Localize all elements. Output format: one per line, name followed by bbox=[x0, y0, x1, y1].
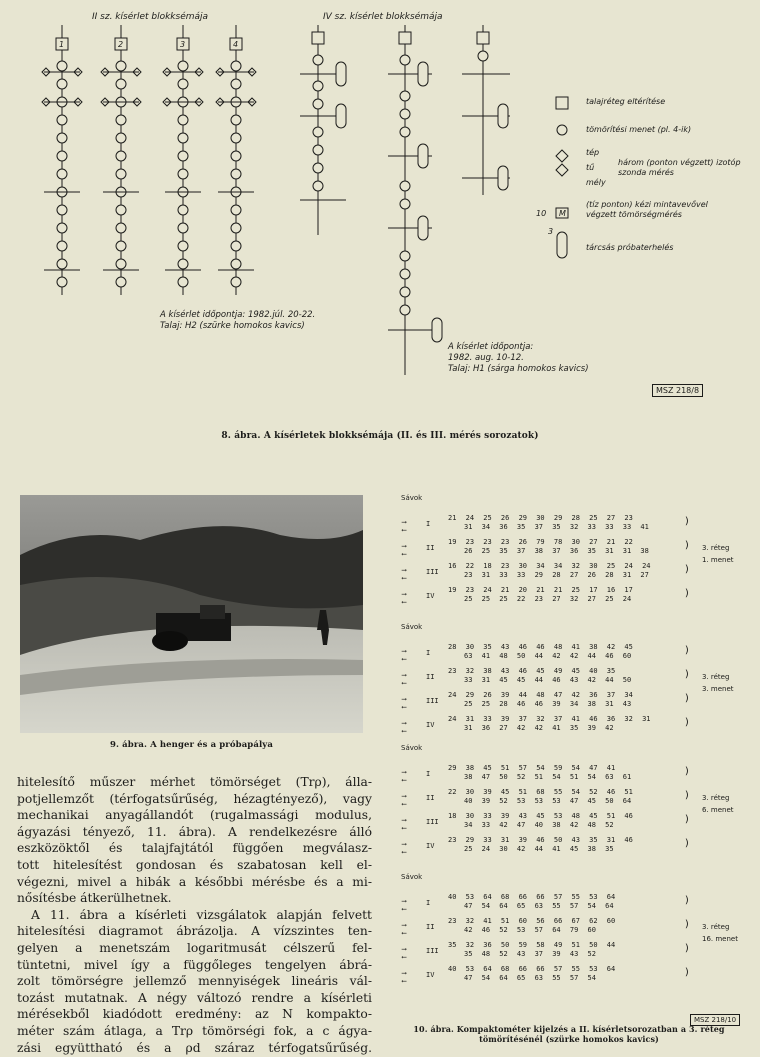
reading-row-bottom: 40 39 52 53 53 53 47 45 50 64 bbox=[464, 797, 632, 805]
reading-row-bottom: 23 31 33 33 29 28 27 26 28 31 27 bbox=[464, 571, 649, 579]
note-left-date: A kísérlet időpontja: 1982.júl. 20-22. bbox=[160, 310, 316, 320]
body-line: eszközöktől és talajfajtától függően megválasz- bbox=[17, 841, 372, 856]
legend-top: tép bbox=[586, 148, 600, 157]
fig8-column-A bbox=[300, 25, 346, 235]
reading-row-top: 22 30 39 45 51 68 55 54 52 46 51 bbox=[448, 788, 633, 796]
reading-row-top: 16 22 18 23 30 34 34 32 30 25 24 24 bbox=[448, 562, 651, 570]
fig8-note-left bbox=[160, 310, 315, 332]
body-line: végezni, mivel a hibák a későbbi mérésbe és a mi- bbox=[17, 874, 372, 889]
lane-label: III bbox=[426, 697, 439, 705]
reading-row-top: 40 53 64 68 66 66 57 55 53 64 bbox=[448, 893, 616, 901]
lane-label: IV bbox=[426, 592, 435, 600]
lane-label: I bbox=[426, 899, 431, 907]
turn-arrow-icon: ) bbox=[684, 967, 691, 978]
direction-arrow-icon: ⟶ bbox=[402, 590, 407, 598]
direction-arrow-icon: ⟵ bbox=[402, 929, 407, 937]
direction-arrow-icon: ⟵ bbox=[402, 800, 407, 808]
fig8-legend-symbols bbox=[556, 97, 568, 258]
body-text bbox=[17, 774, 372, 1056]
savok-label: Sávok bbox=[401, 623, 423, 631]
direction-arrow-icon: ⟵ bbox=[402, 550, 407, 558]
fig10-caption-line2: tömörítésénél (szürke homokos kavics) bbox=[479, 1034, 659, 1044]
reading-row-top: 35 32 36 50 59 58 49 51 50 44 bbox=[448, 941, 616, 949]
fig8-caption: 8. ábra. A kísérletek blokksémája (II. és III. mérés sorozatok) bbox=[221, 431, 539, 441]
body-line: A 11. ábra a kísérleti vizsgálatok alapján felvett bbox=[31, 907, 372, 922]
direction-arrow-icon: ⟵ bbox=[402, 848, 407, 856]
reading-row-bottom: 25 25 28 46 46 39 34 38 31 43 bbox=[464, 700, 632, 708]
pass-label: 3. menet bbox=[702, 685, 734, 693]
fig8-column-2 bbox=[101, 25, 141, 295]
turn-arrow-icon: ) bbox=[684, 669, 691, 680]
turn-arrow-icon: ) bbox=[684, 919, 691, 930]
reading-row-bottom: 26 25 35 37 38 37 36 35 31 31 38 bbox=[464, 547, 649, 555]
direction-arrow-icon: ⟶ bbox=[402, 945, 407, 953]
col-label-3: 3 bbox=[180, 40, 186, 49]
fig10-caption bbox=[378, 1024, 760, 1044]
reading-row-bottom: 35 48 52 43 37 39 43 52 bbox=[464, 950, 596, 958]
direction-arrow-icon: ⟵ bbox=[402, 977, 407, 985]
savok-label: Sávok bbox=[401, 494, 423, 502]
body-line: ágyazási tényező, 11. ábra). A rendelkezésre álló bbox=[17, 824, 372, 839]
direction-arrow-icon: ⟵ bbox=[402, 727, 407, 735]
direction-arrow-icon: ⟶ bbox=[402, 719, 407, 727]
body-line: tozást mutatnak. A négy változó rendre a kísérleti bbox=[17, 990, 372, 1005]
lane-label: I bbox=[426, 770, 431, 778]
direction-arrow-icon: ⟵ bbox=[402, 776, 407, 784]
reading-row-bottom: 33 31 45 45 44 46 43 42 44 50 bbox=[464, 676, 632, 684]
direction-arrow-icon: ⟶ bbox=[402, 671, 407, 679]
direction-arrow-icon: ⟶ bbox=[402, 792, 407, 800]
reading-row-bottom: 25 25 25 22 23 27 32 27 25 24 bbox=[464, 595, 632, 603]
reading-row-top: 21 24 25 26 29 30 29 28 25 27 23 bbox=[448, 514, 633, 522]
direction-arrow-icon: ⟵ bbox=[402, 824, 407, 832]
reading-row-bottom: 31 34 36 35 37 35 32 33 33 33 41 bbox=[464, 523, 649, 531]
lane-label: I bbox=[426, 520, 431, 528]
reading-row-top: 19 23 23 23 26 79 78 30 27 21 22 bbox=[448, 538, 633, 546]
body-line: hitelesítési diagramot ábrázolja. A vízszintes ten- bbox=[17, 924, 372, 939]
direction-arrow-icon: ⟵ bbox=[402, 905, 407, 913]
legend-manual-box: M bbox=[559, 209, 566, 218]
direction-arrow-icon: ⟶ bbox=[402, 566, 407, 574]
reading-row-top: 23 32 38 43 46 45 49 45 40 35 bbox=[448, 667, 616, 675]
reading-row-bottom: 31 36 27 42 42 41 35 39 42 bbox=[464, 724, 614, 732]
lane-label: III bbox=[426, 947, 439, 955]
legend-plate: tárcsás próbaterhelés bbox=[586, 243, 674, 252]
col-label-2: 2 bbox=[118, 40, 124, 49]
legend-deep: mély bbox=[586, 178, 606, 187]
fig8-column-1 bbox=[42, 25, 82, 295]
direction-arrow-icon: ⟵ bbox=[402, 598, 407, 606]
lane-label: IV bbox=[426, 842, 435, 850]
fig8-title-left: II sz. kísérlet blokksémája bbox=[92, 12, 209, 22]
direction-arrow-icon: ⟶ bbox=[402, 921, 407, 929]
direction-arrow-icon: ⟶ bbox=[402, 647, 407, 655]
savok-label: Sávok bbox=[401, 873, 423, 881]
fig8-column-B bbox=[388, 25, 442, 375]
roller-photo bbox=[20, 495, 363, 733]
legend-isotope: három (ponton végzett) izotóp szonda mérés bbox=[618, 158, 741, 177]
fig8-note-right bbox=[448, 342, 589, 375]
turn-arrow-icon: ) bbox=[684, 814, 691, 825]
legend-soil-removal: talajréteg eltérítése bbox=[586, 97, 666, 106]
layer-label: 3. réteg bbox=[702, 923, 730, 931]
reading-row-top: 23 29 33 31 39 46 50 43 35 31 46 bbox=[448, 836, 633, 844]
savok-label: Sávok bbox=[401, 744, 423, 752]
reading-row-top: 19 23 24 21 20 21 21 25 17 16 17 bbox=[448, 586, 633, 594]
direction-arrow-icon: ⟵ bbox=[402, 679, 407, 687]
direction-arrow-icon: ⟶ bbox=[402, 897, 407, 905]
legend-compaction-pass: tömörítési menet (pl. 4-ik) bbox=[586, 125, 692, 134]
body-line: méter szám átlaga, a Trρ tömörségi fok, a c ágya- bbox=[17, 1023, 372, 1038]
lane-label: III bbox=[426, 568, 439, 576]
reading-row-bottom: 25 24 30 42 44 41 45 38 35 bbox=[464, 845, 614, 853]
note-right-soil: Talaj: H1 (sárga homokos kavics) bbox=[448, 364, 589, 374]
note-left-soil: Talaj: H2 (szürke homokos kavics) bbox=[160, 321, 305, 331]
fig10-stamp: MSZ 218/10 bbox=[690, 1014, 740, 1026]
lane-label: II bbox=[426, 673, 435, 681]
reading-row-bottom: 47 54 64 65 63 55 57 54 64 bbox=[464, 902, 614, 910]
lane-label: IV bbox=[426, 971, 435, 979]
turn-arrow-icon: ) bbox=[684, 516, 691, 527]
pass-label: 1. menet bbox=[702, 556, 734, 564]
fig8-column-4 bbox=[216, 25, 256, 295]
direction-arrow-icon: ⟶ bbox=[402, 816, 407, 824]
body-line: zolt tömörségre jellemző mennyiségek lineáris vál- bbox=[17, 974, 372, 989]
direction-arrow-icon: ⟶ bbox=[402, 969, 407, 977]
turn-arrow-icon: ) bbox=[684, 895, 691, 906]
legend-plate-num: 3 bbox=[548, 227, 554, 236]
reading-row-bottom: 42 46 52 53 57 64 79 60 bbox=[464, 926, 596, 934]
body-line: tüntetni, mivel így a függőleges tengelyen ábrá- bbox=[17, 957, 372, 972]
legend-manual: (tíz ponton) kézi mintavevővel végzett tömörségmérés bbox=[586, 200, 708, 219]
note-right-date: 1982. aug. 10-12. bbox=[448, 353, 524, 363]
lane-label: III bbox=[426, 818, 439, 826]
col-label-4: 4 bbox=[233, 40, 239, 49]
fig8-title-right: IV sz. kísérlet blokksémája bbox=[323, 12, 443, 22]
body-line: zási együttható és a ρd száraz térfogatsűrűség. bbox=[17, 1040, 372, 1055]
direction-arrow-icon: ⟵ bbox=[402, 703, 407, 711]
fig9-caption: 9. ábra. A henger és a próbapálya bbox=[110, 740, 273, 750]
layer-label: 3. réteg bbox=[702, 673, 730, 681]
direction-arrow-icon: ⟵ bbox=[402, 655, 407, 663]
reading-row-top: 23 32 41 51 60 56 66 67 62 60 bbox=[448, 917, 616, 925]
direction-arrow-icon: ⟵ bbox=[402, 574, 407, 582]
turn-arrow-icon: ) bbox=[684, 540, 691, 551]
direction-arrow-icon: ⟵ bbox=[402, 953, 407, 961]
body-line: mérésekből kiadódott eredmény: az N kompakto- bbox=[17, 1007, 372, 1022]
fig8-column-C bbox=[462, 25, 510, 195]
lane-label: I bbox=[426, 649, 431, 657]
body-line: tott hitelesítést gondosan és szabatosan kell el- bbox=[17, 857, 372, 872]
legend-manual-num: 10 bbox=[536, 209, 547, 218]
fig10-caption-line1: 10. ábra. Kompaktométer kijelzés a II. kísérletsorozatban a 3. réteg bbox=[413, 1024, 725, 1034]
body-line: hitelesítő műszer mérhet tömörséget (Trρ), álla- bbox=[17, 775, 372, 789]
turn-arrow-icon: ) bbox=[684, 838, 691, 849]
turn-arrow-icon: ) bbox=[684, 717, 691, 728]
turn-arrow-icon: ) bbox=[684, 693, 691, 704]
direction-arrow-icon: ⟶ bbox=[402, 518, 407, 526]
turn-arrow-icon: ) bbox=[684, 564, 691, 575]
body-line: potjellemzőt (térfogatsűrűség, hézagtényező), vagy bbox=[17, 791, 372, 806]
layer-label: 3. réteg bbox=[702, 794, 730, 802]
turn-arrow-icon: ) bbox=[684, 588, 691, 599]
reading-row-bottom: 38 47 50 52 51 54 51 54 63 61 bbox=[464, 773, 632, 781]
direction-arrow-icon: ⟵ bbox=[402, 526, 407, 534]
direction-arrow-icon: ⟶ bbox=[402, 840, 407, 848]
direction-arrow-icon: ⟶ bbox=[402, 768, 407, 776]
layer-label: 3. réteg bbox=[702, 544, 730, 552]
direction-arrow-icon: ⟶ bbox=[402, 695, 407, 703]
pass-label: 6. menet bbox=[702, 806, 734, 814]
lane-label: II bbox=[426, 794, 435, 802]
body-line: nősítésbe átkerülhetnek. bbox=[17, 891, 172, 906]
note-right-label: A kísérlet időpontja: bbox=[448, 342, 534, 352]
reading-row-bottom: 63 41 48 50 44 42 42 44 46 60 bbox=[464, 652, 632, 660]
body-line: mechanikai anyagállandót (rugalmassági modulus, bbox=[17, 808, 372, 823]
turn-arrow-icon: ) bbox=[684, 766, 691, 777]
reading-row-top: 24 31 33 39 37 32 37 41 46 36 32 31 bbox=[448, 715, 651, 723]
fig8-stamp: MSZ 218/8 bbox=[652, 384, 703, 397]
reading-row-bottom: 34 33 42 47 40 38 42 48 52 bbox=[464, 821, 614, 829]
direction-arrow-icon: ⟶ bbox=[402, 542, 407, 550]
reading-row-top: 18 30 33 39 43 45 53 48 45 51 46 bbox=[448, 812, 633, 820]
turn-arrow-icon: ) bbox=[684, 790, 691, 801]
turn-arrow-icon: ) bbox=[684, 943, 691, 954]
turn-arrow-icon: ) bbox=[684, 645, 691, 656]
legend-tip: tű bbox=[586, 163, 595, 172]
lane-label: IV bbox=[426, 721, 435, 729]
pass-label: 16. menet bbox=[702, 935, 738, 943]
reading-row-top: 40 53 64 68 66 66 57 55 53 64 bbox=[448, 965, 616, 973]
reading-row-top: 24 29 26 39 44 48 47 42 36 37 34 bbox=[448, 691, 633, 699]
lane-label: II bbox=[426, 923, 435, 931]
lane-label: II bbox=[426, 544, 435, 552]
reading-row-top: 28 30 35 43 46 46 48 41 38 42 45 bbox=[448, 643, 633, 651]
col-label-1: 1 bbox=[59, 40, 65, 49]
fig8-column-3 bbox=[163, 25, 203, 295]
reading-row-top: 29 38 45 51 57 54 59 54 47 41 bbox=[448, 764, 616, 772]
reading-row-bottom: 47 54 64 65 63 55 57 54 bbox=[464, 974, 596, 982]
body-line: gelyen a menetszám logaritmusát célszerű fel- bbox=[17, 940, 372, 955]
